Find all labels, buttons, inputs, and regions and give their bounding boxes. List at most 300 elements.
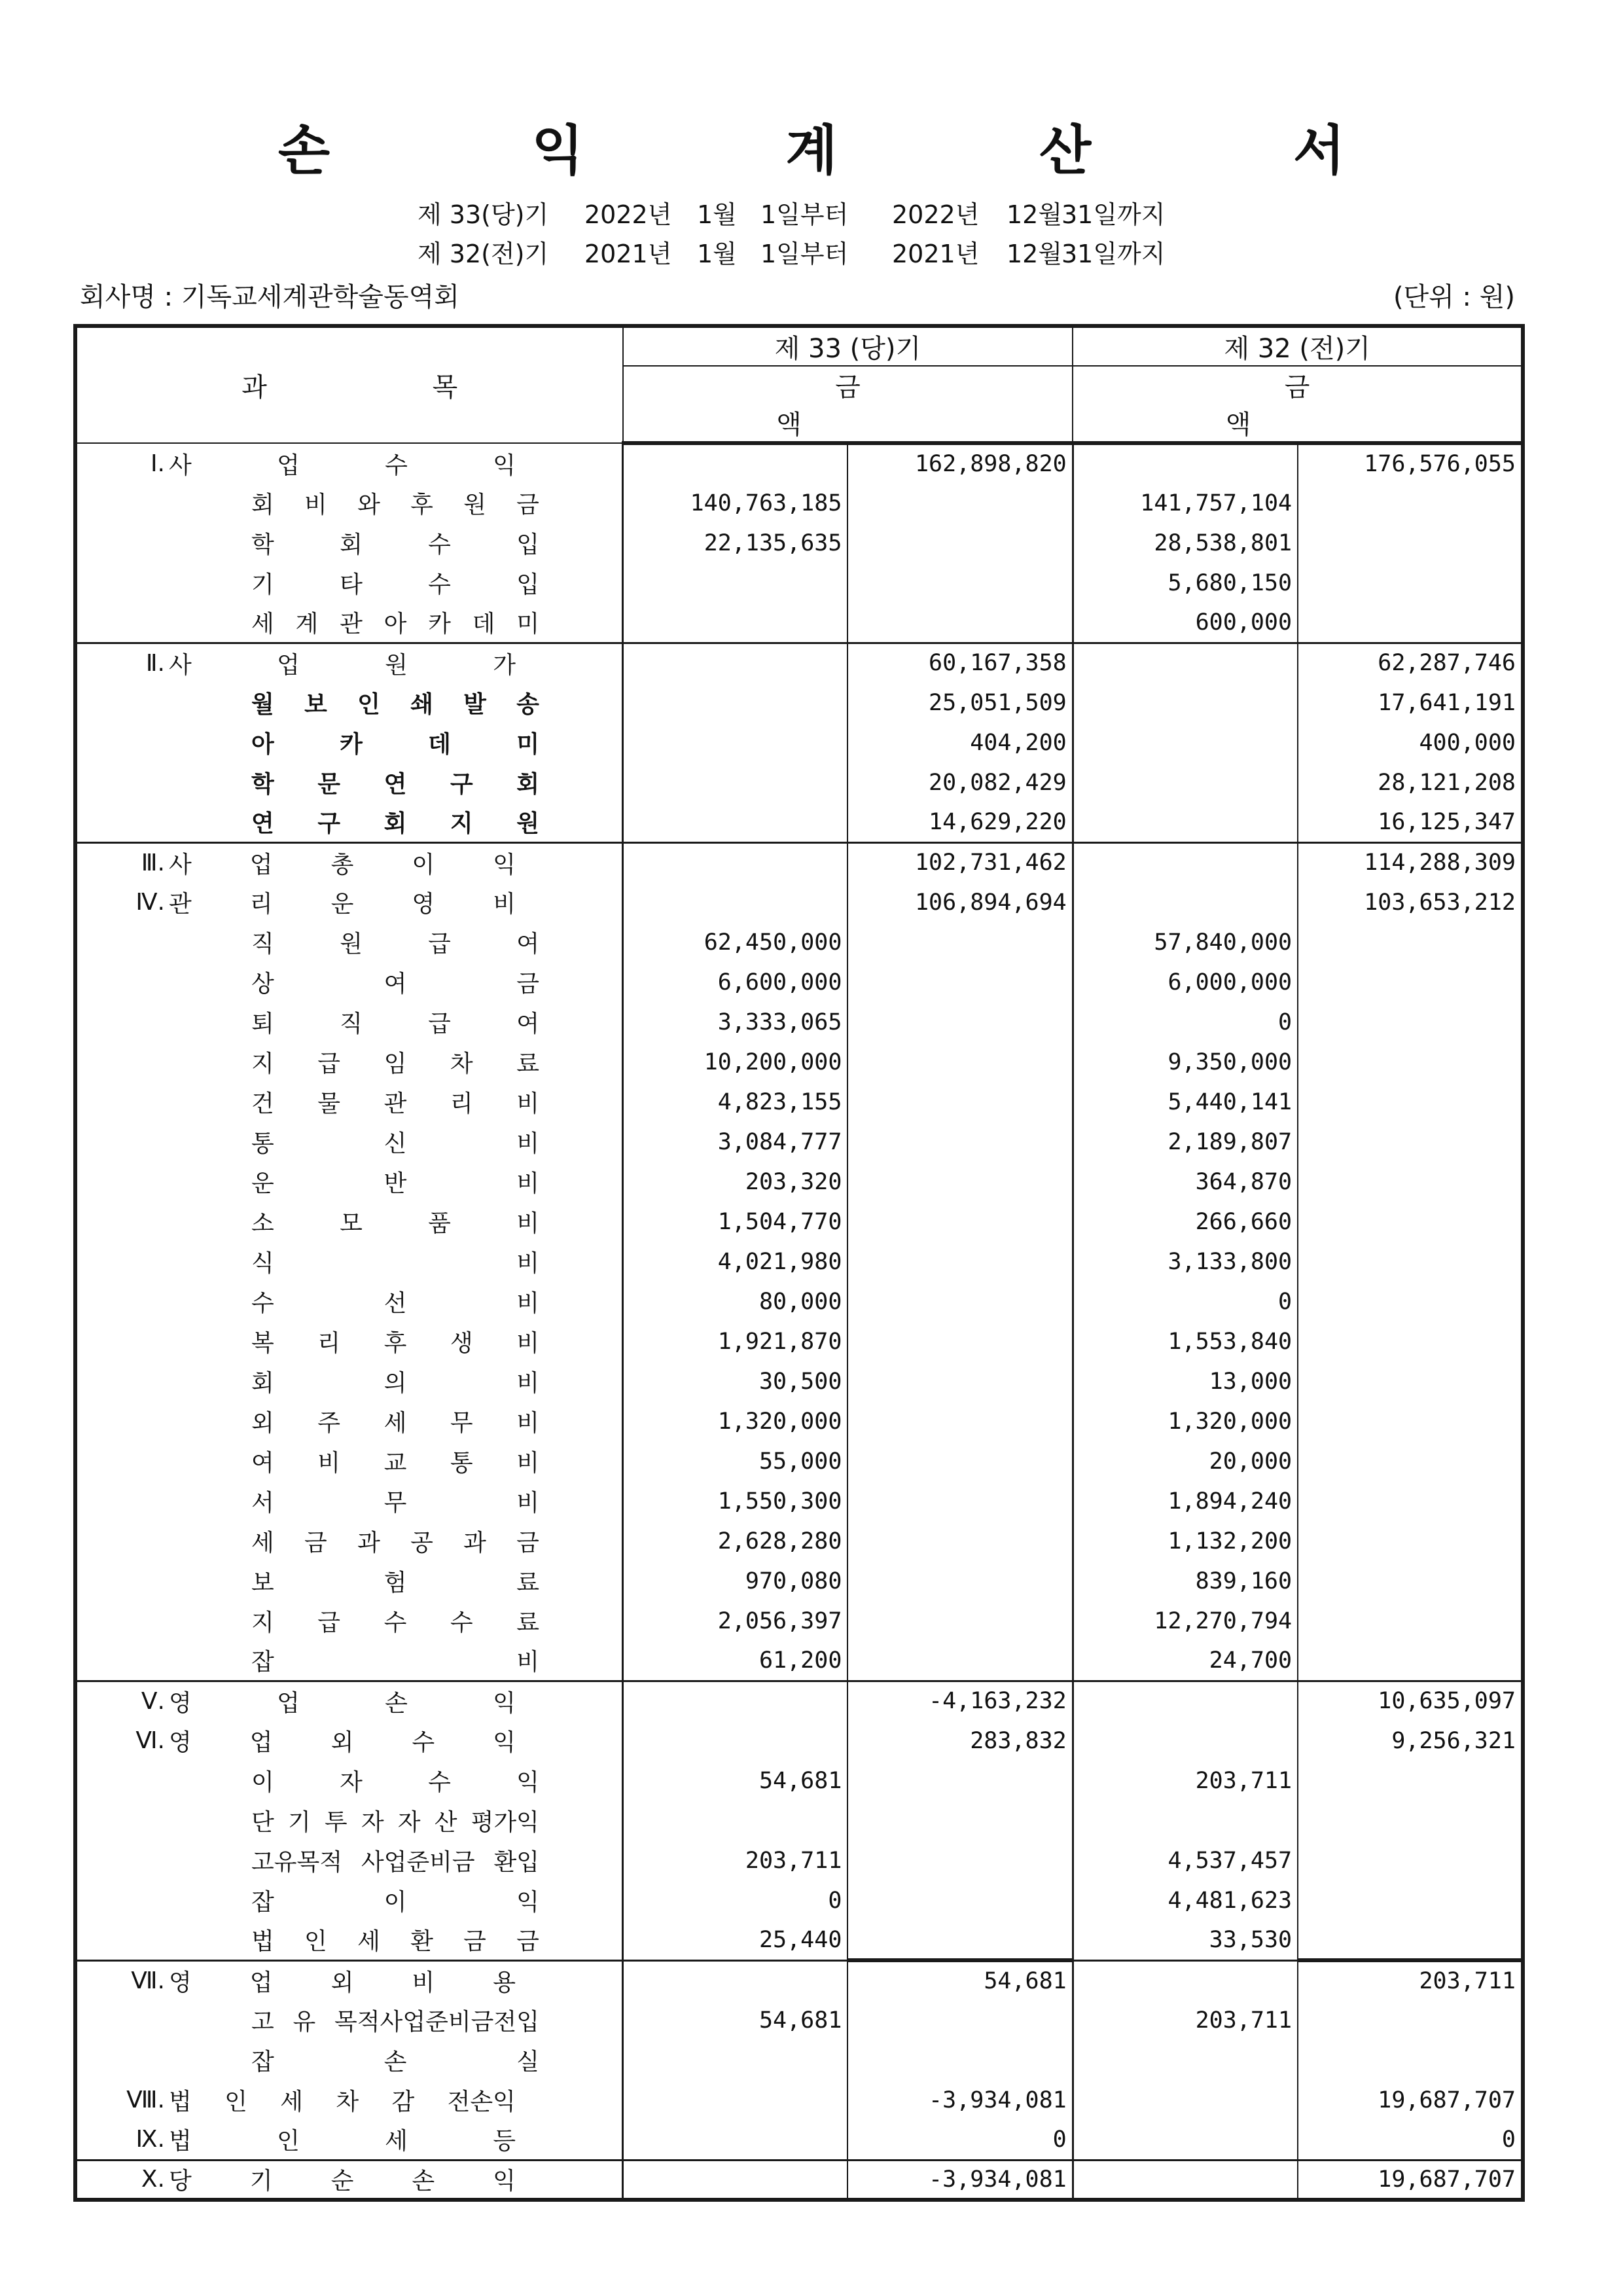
item-label: [251, 1884, 539, 1917]
subject-cell: [75, 2080, 623, 2120]
amount-cell: 6,600,000: [623, 962, 848, 1002]
label-char: 비: [516, 1250, 539, 1277]
label-char: 원: [463, 492, 486, 518]
amount-cell: 17,641,191: [1378, 689, 1516, 716]
item-label: [251, 566, 539, 600]
amount-cell: -3,934,081: [847, 2160, 1073, 2200]
item-row: [75, 1441, 1523, 1481]
item-row: [75, 2000, 1523, 2040]
section-number: Ⅳ.: [135, 889, 165, 916]
amount-cell: [1298, 1122, 1523, 1162]
amount-cell: [1073, 842, 1298, 882]
label-char: 익: [493, 452, 516, 479]
label-char: 신: [383, 1130, 407, 1157]
item-row: [75, 1202, 1523, 1242]
amount-cell: [623, 2120, 848, 2160]
label-char: 영: [169, 1969, 192, 1996]
label-char: 고: [251, 2009, 274, 2036]
amount-cell: [847, 1122, 1073, 1162]
item-label: [251, 1923, 539, 1956]
label-char: 수: [385, 452, 408, 479]
amount-cell: 5,440,141: [1073, 1082, 1298, 1122]
current-period-line: [0, 195, 1623, 234]
label-char: 교: [383, 1450, 407, 1477]
header-current-period: 제 33 (당)기: [623, 326, 1073, 366]
label-char: 고유목적: [251, 1849, 343, 1876]
amount-cell: [1298, 1361, 1523, 1401]
amount-cell: [1298, 1641, 1523, 1681]
section-number: Ⅱ.: [145, 649, 165, 677]
label-char: 카: [340, 731, 363, 758]
label-char: 평가익: [471, 1809, 539, 1836]
amount-cell: [847, 1242, 1073, 1282]
section-row: [75, 443, 1523, 483]
amount-cell: [1298, 1880, 1523, 1920]
label-char: 법: [169, 2128, 192, 2155]
label-char: 생: [450, 1330, 473, 1357]
amount-cell: [1073, 2040, 1298, 2080]
subject-cell: [75, 1960, 623, 2000]
amount-cell: 1,320,000: [623, 1401, 848, 1441]
item-row: [75, 1561, 1523, 1601]
amount-cell: [1073, 2080, 1298, 2120]
amount-cell: 19,687,707: [1378, 2087, 1516, 2113]
amount-cell: [847, 523, 1073, 563]
label-char: 영: [169, 1689, 192, 1717]
amount-cell: 404,200: [847, 723, 1073, 762]
label-char: 지: [251, 1050, 274, 1077]
subject-cell: [75, 1561, 623, 1601]
label-char: 사: [169, 851, 192, 878]
amount-cell: 176,576,055: [1364, 451, 1516, 477]
item-row: [75, 603, 1523, 643]
label-char: 아: [383, 611, 407, 638]
amount-cell: [1073, 1721, 1298, 1761]
label-char: 비: [412, 1969, 435, 1996]
amount-cell: 4,021,980: [623, 1242, 848, 1282]
amount-cell: [847, 1880, 1073, 1920]
item-row: [75, 762, 1523, 802]
item-label: [251, 2043, 539, 2077]
section-number: Ⅴ.: [141, 1687, 165, 1715]
amount-cell: 2,628,280: [623, 1521, 848, 1561]
label-char: 세: [383, 1410, 407, 1437]
item-label: [251, 726, 539, 759]
amount-cell: [1298, 1601, 1523, 1641]
label-char: 자: [340, 1769, 363, 1796]
label-char: 비: [516, 1410, 539, 1437]
label-char: 금: [516, 1530, 539, 1556]
amount-cell: [1073, 882, 1298, 922]
amount-cell: -3,934,081: [847, 2080, 1073, 2120]
label-char: 감: [391, 2089, 415, 2115]
label-char: 급: [317, 1609, 341, 1636]
label-char: 법: [251, 1928, 274, 1956]
label-char: 인: [357, 691, 380, 718]
amount-cell: [1298, 1761, 1523, 1801]
subject-cell: [75, 2160, 623, 2200]
item-row: [75, 1761, 1523, 1801]
label-char: 비: [516, 1649, 539, 1676]
subject-cell: [75, 443, 623, 483]
label-char: 통: [251, 1130, 274, 1157]
amount-cell: [847, 1042, 1073, 1082]
label-char: 업: [277, 452, 300, 479]
amount-cell: [1298, 1401, 1523, 1441]
header-previous-amount: 금 액: [1073, 366, 1523, 443]
subject-cell: [75, 1361, 623, 1401]
label-char: 반: [383, 1170, 407, 1197]
section-number: Ⅷ.: [126, 2087, 165, 2113]
label-char: 데: [428, 731, 451, 758]
item-label: [251, 1764, 539, 1797]
subject-cell: [75, 523, 623, 563]
amount-cell: [1073, 723, 1298, 762]
amount-cell: 62,450,000: [623, 922, 848, 962]
amount-cell: [1298, 1840, 1523, 1880]
subject-cell: [75, 1880, 623, 1920]
item-label: [251, 1325, 539, 1358]
amount-cell: [847, 1082, 1073, 1122]
label-char: 세: [280, 2089, 304, 2115]
item-label: [251, 526, 539, 560]
label-char: 영: [412, 891, 435, 918]
amount-cell: [1298, 962, 1523, 1002]
item-row: [75, 1002, 1523, 1042]
period-start-month: 1월: [697, 240, 737, 268]
label-char: 비: [493, 891, 516, 918]
label-char: 선: [383, 1290, 407, 1317]
label-char: 회: [251, 1370, 274, 1397]
period-label: 제 33(당)기: [418, 200, 549, 229]
item-label: [251, 1245, 539, 1278]
label-char: 비: [304, 492, 327, 518]
label-char: 료: [516, 1050, 539, 1077]
item-row: [75, 802, 1523, 842]
label-char: 리: [450, 1090, 473, 1117]
label-char: 회: [383, 810, 407, 838]
label-char: 건: [251, 1090, 274, 1117]
label-char: 환입: [493, 1849, 539, 1876]
amount-cell: 4,823,155: [623, 1082, 848, 1122]
label-char: 사: [169, 651, 192, 679]
label-char: 과: [463, 1530, 486, 1556]
amount-cell: [623, 683, 848, 723]
amount-cell: 20,082,429: [847, 762, 1073, 802]
label-char: 외: [251, 1410, 274, 1437]
amount-cell: [847, 1521, 1073, 1561]
subject-cell: [75, 483, 623, 523]
amount-cell: [847, 1920, 1073, 1960]
amount-cell: [623, 1801, 848, 1840]
amount-cell: [1298, 1082, 1523, 1122]
label-char: 미: [516, 611, 539, 638]
label-char: 당: [169, 2168, 192, 2195]
label-char: 보: [251, 1570, 274, 1596]
amount-cell: [623, 443, 848, 483]
item-row: [75, 683, 1523, 723]
period-start-year: 2021년: [584, 240, 672, 268]
amount-cell: 203,320: [623, 1162, 848, 1202]
amount-cell: [623, 2160, 848, 2200]
item-label: [251, 1844, 539, 1877]
label-char: 료: [516, 1570, 539, 1596]
header-previous-period: 제 32 (전)기: [1073, 326, 1523, 366]
label-char: 관: [340, 611, 363, 638]
amount-cell: 364,870: [1073, 1162, 1298, 1202]
label-char: 구: [317, 810, 341, 838]
label-char: 수: [428, 571, 451, 598]
amount-cell: 3,084,777: [623, 1122, 848, 1162]
amount-cell: [1073, 443, 1298, 483]
label-char: 서: [251, 1490, 274, 1516]
amount-cell: [847, 1601, 1073, 1641]
amount-cell: [847, 2000, 1073, 2040]
label-char: 여: [383, 971, 407, 997]
item-label: [251, 1045, 539, 1079]
amount-cell: [1298, 603, 1523, 643]
label-char: 운: [330, 891, 354, 918]
subject-cell: [75, 1202, 623, 1242]
amount-cell: 266,660: [1073, 1202, 1298, 1242]
label-char: 기: [249, 2168, 273, 2195]
amount-cell: 0: [1073, 1282, 1298, 1321]
label-char: 데: [472, 611, 495, 638]
section-row: [75, 643, 1523, 683]
amount-cell: [847, 1801, 1073, 1840]
amount-cell: 1,894,240: [1073, 1481, 1298, 1521]
amount-cell: 0: [1073, 1002, 1298, 1042]
amount-cell: [847, 1441, 1073, 1481]
label-char: 카: [428, 611, 451, 638]
label-char: 익: [516, 1769, 539, 1796]
amount-cell: 80,000: [623, 1282, 848, 1321]
amount-cell: [847, 1162, 1073, 1202]
label-char: 잡: [251, 1649, 274, 1676]
label-char: 연: [383, 771, 407, 798]
item-label: [251, 1484, 539, 1518]
section-number: Ⅰ.: [150, 450, 165, 477]
item-row: [75, 1481, 1523, 1521]
label-char: 익: [493, 2168, 516, 2195]
label-char: 자: [361, 1809, 384, 1836]
label-char: 익: [516, 1889, 539, 1916]
amount-cell: [1298, 1282, 1523, 1321]
label-char: 운: [251, 1170, 274, 1197]
label-char: 원: [385, 651, 408, 679]
subject-cell: [75, 1162, 623, 1202]
label-char: 관: [169, 891, 192, 918]
subject-cell: [75, 1681, 623, 1721]
item-label: [251, 486, 539, 520]
label-char: 후: [410, 492, 433, 518]
item-row: [75, 1840, 1523, 1880]
amount-cell: [847, 1401, 1073, 1441]
label-char: 여: [516, 1011, 539, 1037]
amount-cell: [847, 1481, 1073, 1521]
label-char: 차: [336, 2089, 359, 2115]
amount-cell: [1073, 1681, 1298, 1721]
label-char: 업: [249, 1729, 273, 1756]
section-row: [75, 1960, 1523, 2000]
label-char: 급: [428, 931, 451, 958]
period-end-month: 12월: [1007, 200, 1063, 229]
label-char: 수: [450, 1609, 473, 1636]
subject-cell: [75, 1840, 623, 1880]
label-char: 연: [251, 810, 274, 838]
subject-cell: [75, 1321, 623, 1361]
item-label: [251, 1564, 539, 1598]
label-char: 비: [516, 1370, 539, 1397]
period-start-day: 1일부터: [760, 200, 849, 229]
subject-cell: [75, 1002, 623, 1042]
label-char: 구: [450, 771, 473, 798]
item-row: [75, 1521, 1523, 1561]
subject-cell: [75, 603, 623, 643]
label-char: 복: [251, 1330, 274, 1357]
subject-cell: [75, 922, 623, 962]
label-char: 여: [516, 931, 539, 958]
label-char: 실: [516, 2049, 539, 2075]
amount-cell: [847, 1202, 1073, 1242]
subject-cell: [75, 842, 623, 882]
amount-cell: 33,530: [1073, 1920, 1298, 1960]
amount-cell: 14,629,220: [847, 802, 1073, 842]
amount-cell: 203,711: [1073, 2000, 1298, 2040]
amount-cell: [623, 762, 848, 802]
amount-cell: [1298, 1441, 1523, 1481]
item-label: [251, 2003, 539, 2037]
item-label: [251, 965, 539, 999]
label-char: 보: [304, 691, 327, 718]
period-end-day: 31일까지: [1061, 200, 1166, 229]
label-char: 사: [169, 452, 192, 479]
amount-cell: [1298, 2040, 1523, 2080]
item-row: [75, 1242, 1523, 1282]
label-char: 이: [412, 851, 435, 878]
section-number: Ⅲ.: [141, 849, 165, 876]
amount-cell: [1298, 1481, 1523, 1521]
label-char: 외: [330, 1729, 354, 1756]
label-char: 와: [357, 492, 380, 518]
period-end-day: 31일까지: [1061, 240, 1166, 268]
amount-cell: 3,133,800: [1073, 1242, 1298, 1282]
label-char: 투: [324, 1809, 348, 1836]
item-row: [75, 1880, 1523, 1920]
amount-cell: 106,894,694: [847, 882, 1073, 922]
amount-cell: [1298, 1002, 1523, 1042]
label-char: 외: [330, 1969, 354, 1996]
amount-cell: 5,680,150: [1073, 563, 1298, 603]
label-char: 비: [516, 1130, 539, 1157]
label-char: 수: [383, 1609, 407, 1636]
item-label: [251, 1085, 539, 1119]
item-label: [251, 1804, 539, 1837]
subject-cell: [75, 1122, 623, 1162]
section-label: [169, 1685, 516, 1718]
amount-cell: 0: [1501, 2126, 1516, 2153]
amount-cell: 62,287,746: [1298, 643, 1523, 683]
label-char: 원: [340, 931, 363, 958]
label-char: 순: [330, 2168, 354, 2195]
amount-cell: [847, 1321, 1073, 1361]
amount-cell: 12,270,794: [1073, 1601, 1298, 1641]
amount-cell: 203,711: [1073, 1761, 1298, 1801]
label-char: 회: [516, 771, 539, 798]
label-char: 수: [251, 1290, 274, 1317]
amount-cell: [1298, 1162, 1523, 1202]
amount-cell: 13,000: [1073, 1361, 1298, 1401]
amount-cell: 22,135,635: [623, 523, 848, 563]
label-char: 비: [516, 1170, 539, 1197]
subject-cell: [75, 1042, 623, 1082]
amount-cell: [623, 1681, 848, 1721]
amount-cell: [623, 603, 848, 643]
subject-cell: [75, 1920, 623, 1960]
label-char: 비: [516, 1090, 539, 1117]
amount-cell: [1298, 1242, 1523, 1282]
label-char: 급: [428, 1011, 451, 1037]
label-char: 물: [317, 1090, 341, 1117]
section-label: [169, 447, 516, 480]
item-label: [251, 1285, 539, 1318]
label-char: 잡: [251, 1889, 274, 1916]
period-start-day: 1일부터: [760, 240, 849, 268]
section-row: [75, 1681, 1523, 1721]
amount-cell: 600,000: [1073, 603, 1298, 643]
amount-cell: [1073, 802, 1298, 842]
amount-cell: [1298, 483, 1523, 523]
amount-cell: [847, 483, 1073, 523]
amount-cell: 19,687,707: [1298, 2160, 1523, 2200]
subject-cell: [75, 1282, 623, 1321]
amount-cell: [1073, 762, 1298, 802]
period-label: 제 32(전)기: [418, 240, 549, 268]
label-char: 지: [251, 1609, 274, 1636]
amount-cell: 61,200: [623, 1641, 848, 1681]
amount-cell: [623, 802, 848, 842]
item-label: [251, 1005, 539, 1039]
amount-cell: [1073, 1801, 1298, 1840]
label-char: 수: [428, 1769, 451, 1796]
amount-cell: 1,921,870: [623, 1321, 848, 1361]
label-char: 리: [317, 1330, 341, 1357]
amount-cell: 30,500: [623, 1361, 848, 1401]
amount-cell: 16,125,347: [1378, 808, 1516, 835]
label-char: 목적사업준비금전입: [334, 2009, 539, 2036]
subject-cell: [75, 1721, 623, 1761]
amount-cell: [623, 1960, 848, 2000]
label-char: 영: [169, 1729, 192, 1756]
subject-cell: [75, 1641, 623, 1681]
amount-cell: 28,121,208: [1378, 769, 1516, 796]
label-char: 전손익: [447, 2089, 516, 2115]
amount-cell: 283,832: [847, 1721, 1073, 1761]
amount-cell: 2,056,397: [623, 1601, 848, 1641]
section-row: [75, 882, 1523, 922]
label-char: 기: [287, 1809, 311, 1836]
period-end-year: 2021년: [892, 240, 980, 268]
period-start-year: 2022년: [584, 200, 672, 229]
section-label: [169, 1964, 516, 1998]
subject-cell: [75, 802, 623, 842]
amount-cell: 203,711: [623, 1840, 848, 1880]
label-char: 주: [317, 1410, 341, 1437]
label-char: 문: [317, 771, 341, 798]
label-char: 익: [493, 851, 516, 878]
item-row: [75, 563, 1523, 603]
label-char: 지: [450, 810, 473, 838]
